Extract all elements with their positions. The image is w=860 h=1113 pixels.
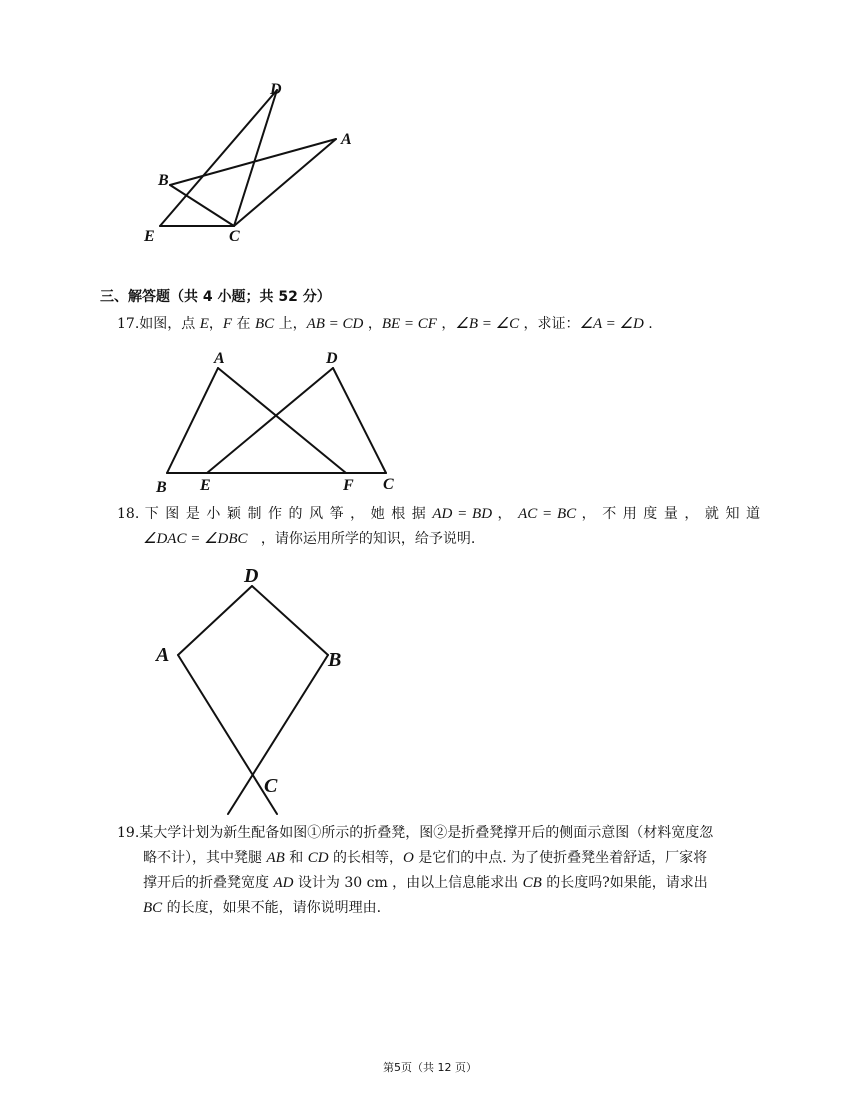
label-A: A (156, 644, 170, 666)
q17-point-e: E (199, 316, 209, 332)
question-17 (117, 312, 653, 337)
q18-number: 18. (117, 506, 140, 522)
q19-point-o: O (402, 850, 414, 866)
label-E: E (200, 477, 211, 494)
label-D: D (270, 81, 282, 98)
q18-line-1 (117, 502, 760, 527)
question-19 (117, 821, 762, 921)
q18-text-2: ， (497, 506, 513, 522)
q17-text-3: 在 (232, 316, 255, 332)
q18-text-1: 下 图 是 小 颖 制 作 的 风 筝 ， 她 根 据 (144, 506, 427, 522)
page-footer: 第5页（共 12 页） (383, 1061, 477, 1074)
q19-text-7: 设计为 30 cm ，由以上信息能求出 (293, 875, 523, 891)
q19-segment-ab: AB (266, 850, 285, 866)
question-18 (117, 502, 760, 552)
q19-segment-cd: CD (307, 850, 329, 866)
q17-text-8: . (643, 316, 653, 332)
q19-text-5: 是它们的中点. 为了使折叠凳坐着舒适，厂家将 (413, 850, 708, 866)
q18-text-3: ， 不 用 度 量 ， 就 知 道 (581, 506, 760, 522)
figure-q17-geometry (150, 342, 410, 497)
q19-text-6: 撑开后的折叠凳宽度 (143, 875, 274, 891)
label-A: A (341, 131, 352, 148)
q18-equation-2: AC = BC (518, 506, 577, 522)
q19-text-2: 略不计），其中凳腿 (143, 850, 267, 866)
q17-equation-2: BE = CF (381, 316, 437, 332)
q19-text-9: 的长度，如果不能，请你说明理由. (162, 900, 382, 916)
label-A: A (214, 350, 225, 367)
label-D: D (244, 565, 259, 587)
q19-segment-ad: AD (273, 875, 294, 891)
label-B: B (156, 479, 167, 496)
q17-text-7: ，求证： (519, 316, 580, 332)
label-C: C (264, 775, 278, 797)
label-E: E (144, 228, 155, 245)
label-F: F (343, 477, 354, 494)
q19-line-2 (117, 846, 762, 871)
figure-top-geometry (130, 75, 370, 250)
q18-text-4: ，请你运用所学的知识，给予说明. (260, 531, 476, 547)
label-D: D (326, 350, 338, 367)
q17-text-6: ， (436, 316, 456, 332)
q19-text-3: 和 (284, 850, 308, 866)
q17-text-2: ， (208, 316, 223, 332)
q19-line-3 (117, 871, 762, 896)
q17-text-5: ， (363, 316, 382, 332)
q17-segment-bc: BC (254, 316, 275, 332)
q17-number: 17. (117, 316, 140, 332)
q17-equation-3: ∠B = ∠C (455, 316, 520, 332)
label-B: B (158, 172, 169, 189)
q17-text-1: 如图，点 (139, 316, 200, 332)
label-B: B (328, 649, 342, 671)
q17-equation-4: ∠A = ∠D (579, 316, 644, 332)
q19-line-1 (117, 821, 762, 846)
section-header: 三、解答题（共 4 小题；共 52 分） (100, 289, 331, 305)
figure-q18-kite (150, 560, 370, 825)
label-C: C (229, 228, 240, 245)
q18-line-2 (117, 527, 760, 552)
q19-segment-cb: CB (522, 875, 542, 891)
q19-segment-bc: BC (143, 900, 163, 916)
label-C: C (383, 476, 394, 493)
q18-equation-1: AD = BD (432, 506, 493, 522)
q19-text-4: 的长相等， (328, 850, 403, 866)
q17-text-4: 上， (274, 316, 307, 332)
q19-text-1: 某大学计划为新生配备如图①所示的折叠凳，图②是折叠凳撑开后的侧面示意图（材料宽度忽 (139, 825, 714, 841)
q19-text-8: 的长度吗?如果能，请求出 (541, 875, 708, 891)
q19-line-4 (117, 896, 762, 921)
q17-point-f: F (222, 316, 233, 332)
q19-number: 19. (117, 825, 140, 841)
q17-equation-1: AB = CD (306, 316, 364, 332)
q18-equation-3: ∠DAC = ∠DBC (143, 531, 248, 547)
